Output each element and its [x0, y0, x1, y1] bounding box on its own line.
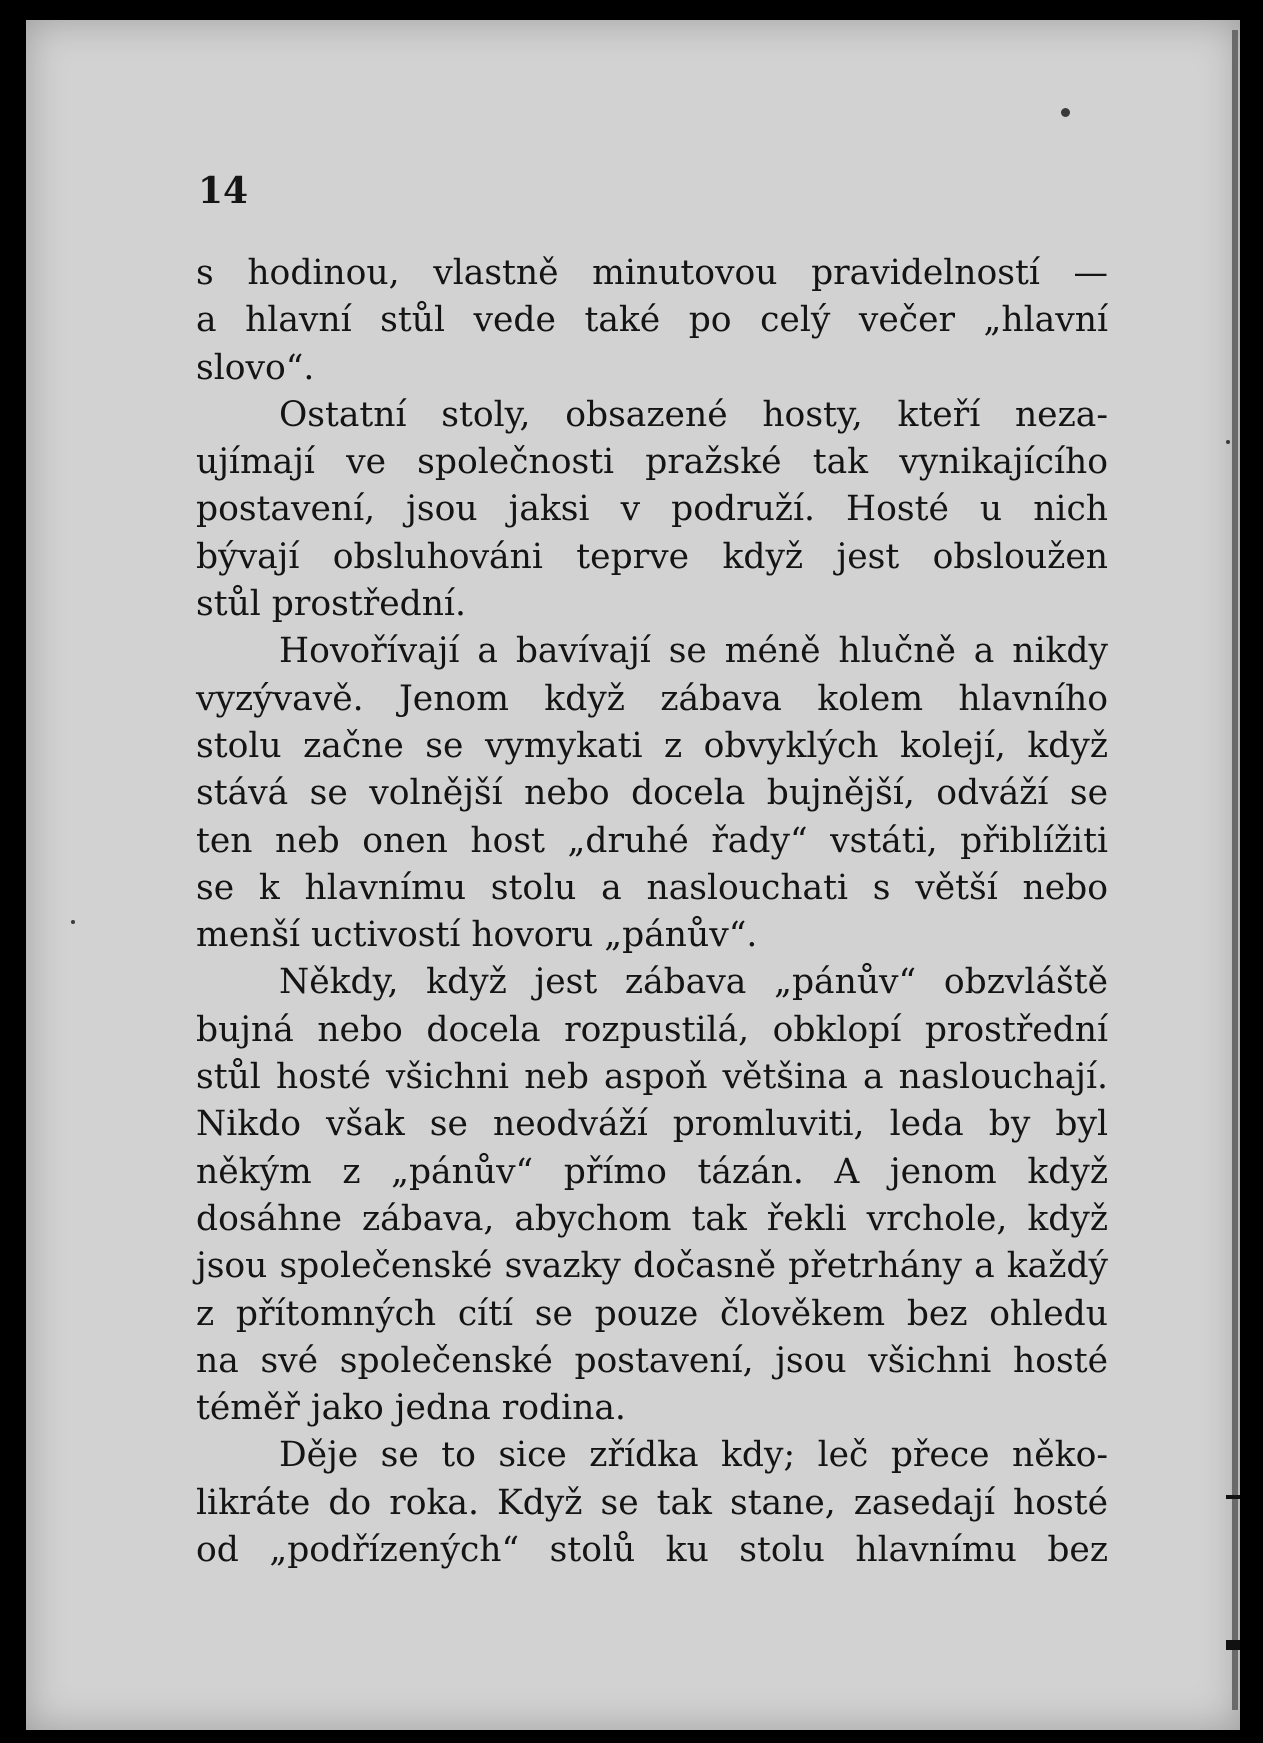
text-line: se k hlavnímu stolu a naslouchati s větší nebo [196, 867, 1108, 908]
text-line: bývají obsluhováni teprve když jest obsloužen [196, 536, 1108, 577]
text-line: bujná nebo docela rozpustilá, obklopí prostřední [196, 1009, 1108, 1050]
edge-mark [1226, 1495, 1240, 1499]
text-line: Nikdo však se neodváží promluviti, leda by byl [196, 1104, 1108, 1145]
text-line: téměř jako jedna rodina. [196, 1388, 626, 1429]
text-line: stolu začne se vymykati z obvyklých kolejí, když [196, 725, 1108, 766]
text-line: z přítomných cítí se pouze člověkem bez ohledu [196, 1293, 1108, 1334]
text-line: dosáhne zábava, abychom tak řekli vrchole, když [196, 1198, 1108, 1239]
text-line: ujímají ve společnosti pražské tak vynikajícího [196, 442, 1108, 483]
text-line: s hodinou, vlastně minutovou pravidelností — [196, 253, 1108, 293]
body-text [196, 250, 1108, 1574]
text-line: Hovořívají a bavívají se méně hlučně a nikdy [279, 631, 1108, 672]
page-edge [1232, 30, 1238, 1710]
text-line: Někdy, když jest zábava „pánův“ obzvláště [279, 962, 1108, 1003]
text-line: stůl prostřední. [196, 584, 466, 625]
text-line: jsou společenské svazky dočasně přetrhány a každý [196, 1246, 1108, 1287]
text-line: a hlavní stůl vede také po celý večer „hlavní [196, 300, 1108, 341]
text-line: likráte do roka. Když se tak stane, zasedají hosté [196, 1482, 1108, 1523]
edge-mark [1226, 1640, 1240, 1650]
text-line: od „podřízených“ stolů ku stolu hlavnímu bez [196, 1530, 1108, 1571]
text-line: ten neb onen host „druhé řady“ vstáti, přiblížiti [196, 820, 1108, 861]
text-line: vyzývavě. Jenom když zábava kolem hlavního [196, 678, 1108, 719]
speck [1226, 440, 1230, 444]
speck [1061, 108, 1070, 117]
text-line: někým z „pánův“ přímo tázán. A jenom když [196, 1151, 1108, 1192]
text-line: na své společenské postavení, jsou všichni hosté [196, 1340, 1108, 1381]
text-line: stůl hosté všichni neb aspoň většina a naslouchají. [196, 1057, 1108, 1098]
text-line: postavení, jsou jaksi v podruží. Hosté u nich [196, 489, 1108, 530]
text-line: Ostatní stoly, obsazené hosty, kteří neza- [279, 394, 1108, 435]
text-line: slovo“. [196, 347, 315, 388]
page-number: 14 [198, 170, 249, 212]
text-line: stává se volnější nebo docela bujnější, odváží se [196, 773, 1108, 814]
text-line: Děje se to sice zřídka kdy; leč přece něko- [279, 1435, 1108, 1476]
speck [71, 920, 75, 924]
text-line: menší uctivostí hovoru „pánův“. [196, 915, 758, 956]
